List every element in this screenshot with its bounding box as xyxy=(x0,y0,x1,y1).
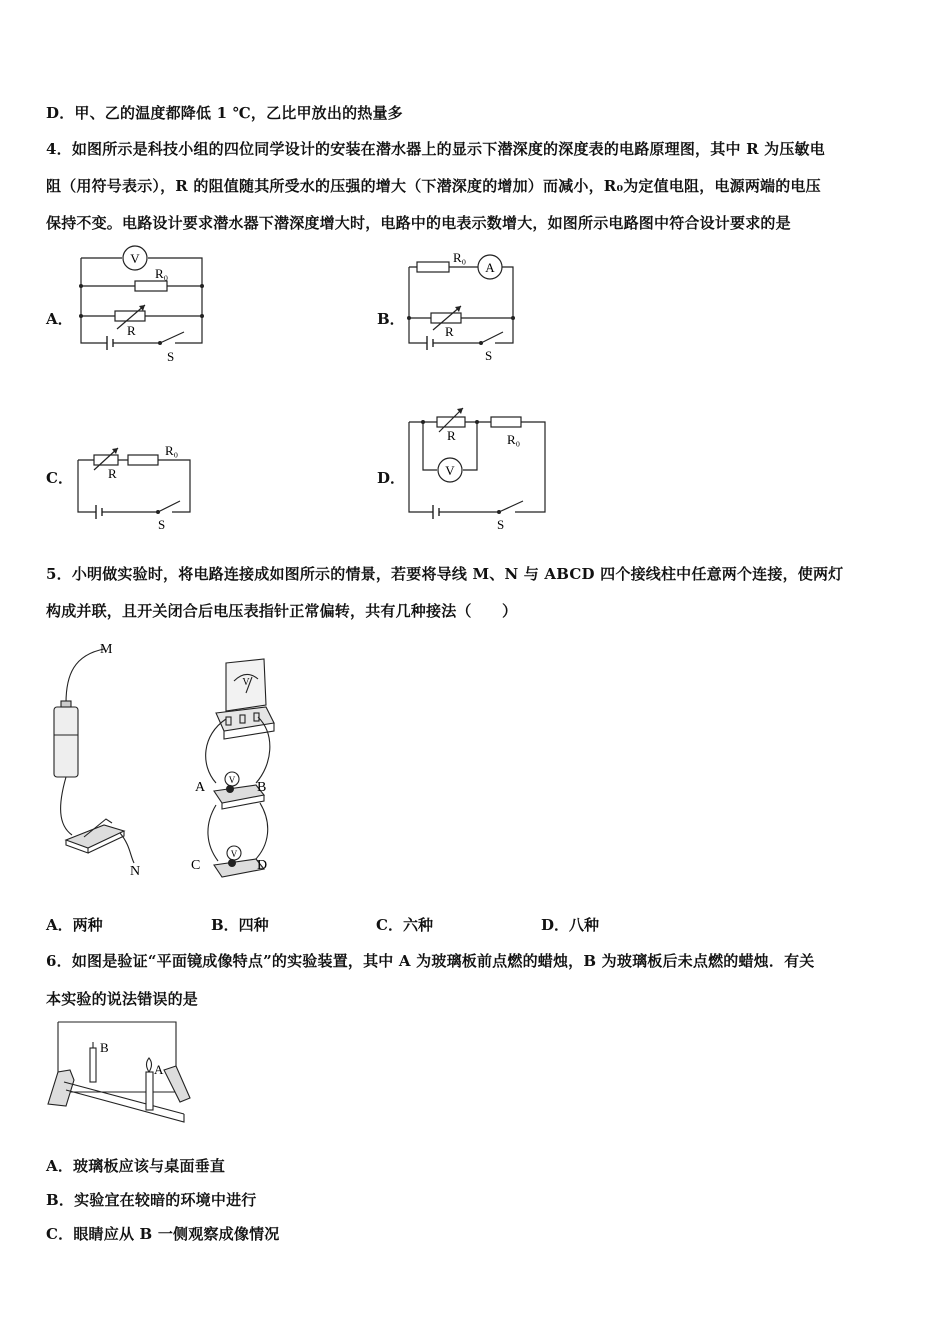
q5-label-m: M xyxy=(100,642,113,657)
q6-label-a: A xyxy=(154,1062,164,1077)
circuit-d-r-label: R xyxy=(447,428,456,443)
circuit-c-diagram xyxy=(72,440,197,535)
q5-label-c: C xyxy=(191,858,201,873)
circuit-a-s-label: S xyxy=(167,349,175,364)
q5-text-line-2: 构成并联，且开关闭合后电压表指针正常偏转，共有几种接法（ ） xyxy=(46,602,518,620)
circuit-b-s-label: S xyxy=(485,348,493,363)
circuit-a-r-label: R xyxy=(127,323,136,338)
q5-lamp2-symbol: V xyxy=(230,849,238,859)
circuit-b-r-label: R xyxy=(445,324,454,339)
circuit-d-r0-label: R₀ xyxy=(507,432,521,447)
circuit-d-s-label: S xyxy=(497,517,505,532)
q5-label-a: A xyxy=(195,780,206,795)
q6-option-b: B．实验宜在较暗的环境中进行 xyxy=(46,1191,257,1209)
q5-choice-d: D．八种 xyxy=(541,916,600,934)
q4-option-b-label: B． xyxy=(377,310,405,328)
circuit-b-ammeter-symbol: A xyxy=(485,260,495,275)
q5-label-d: D xyxy=(257,858,268,873)
q5-voltmeter-symbol: V xyxy=(242,677,250,688)
q4-option-c-label: C． xyxy=(46,469,73,487)
q6-text-line-1: 6．如图是验证“平面镜成像特点”的实验装置，其中 A 为玻璃板前点燃的蜡烛，B 为玻璃板后未点燃的蜡烛．有关 xyxy=(46,952,815,970)
circuit-c-s-label: S xyxy=(158,517,166,532)
q4-option-d-label: D． xyxy=(377,469,406,487)
circuit-c-r0-label: R₀ xyxy=(165,443,179,458)
q6-label-b: B xyxy=(100,1040,109,1055)
q3-option-d: D．甲、乙的温度都降低 1 ℃，乙比甲放出的热量多 xyxy=(46,104,403,122)
circuit-d-diagram xyxy=(403,402,551,534)
q5-label-n: N xyxy=(130,864,141,879)
q5-label-b: B xyxy=(257,780,267,795)
circuit-b-r0-label: R₀ xyxy=(453,250,467,265)
q5-choice-c: C．六种 xyxy=(376,916,433,934)
circuit-c-r-label: R xyxy=(108,466,117,481)
q5-battery-switch-figure xyxy=(44,635,154,880)
q5-choice-b: B．四种 xyxy=(211,916,269,934)
circuit-d-voltmeter-symbol: V xyxy=(445,463,455,478)
q6-option-c: C．眼睛应从 B 一侧观察成像情况 xyxy=(46,1225,280,1243)
q4-text-line-1: 4．如图所示是科技小组的四位同学设计的安装在潜水器上的显示下潜深度的深度表的电路原理图，其中 R 为压敏电 xyxy=(46,140,825,158)
q4-text-line-2: 阻（用符号表示），R 的阻值随其所受水的压强的增大（下潜深度的增加）而减小，R₀为定值电阻，电源两端的电压 xyxy=(46,177,821,195)
circuit-b-diagram xyxy=(403,250,523,368)
q5-choice-a: A．两种 xyxy=(46,916,103,934)
circuit-a-diagram xyxy=(75,243,215,368)
q6-text-line-2: 本实验的说法错误的是 xyxy=(46,990,199,1008)
q5-lamp1-symbol: V xyxy=(228,775,236,785)
circuit-a-r0-label: R₀ xyxy=(155,266,169,281)
q6-mirror-experiment-figure xyxy=(44,1020,196,1130)
q6-option-a: A．玻璃板应该与桌面垂直 xyxy=(46,1157,226,1175)
q5-text-line-1: 5．小明做实验时，将电路连接成如图所示的情景，若要将导线 M、N 与 ABCD 四个接线柱中任意两个连接，使两灯 xyxy=(46,565,844,583)
q4-option-a-label: A． xyxy=(46,310,73,328)
q5-voltmeter-lamps-figure xyxy=(186,655,286,880)
q4-text-line-3: 保持不变。电路设计要求潜水器下潜深度增大时，电路中的电表示数增大，如图所示电路图中符合设计要求的是 xyxy=(46,214,791,232)
circuit-a-voltmeter-symbol: V xyxy=(130,251,140,266)
